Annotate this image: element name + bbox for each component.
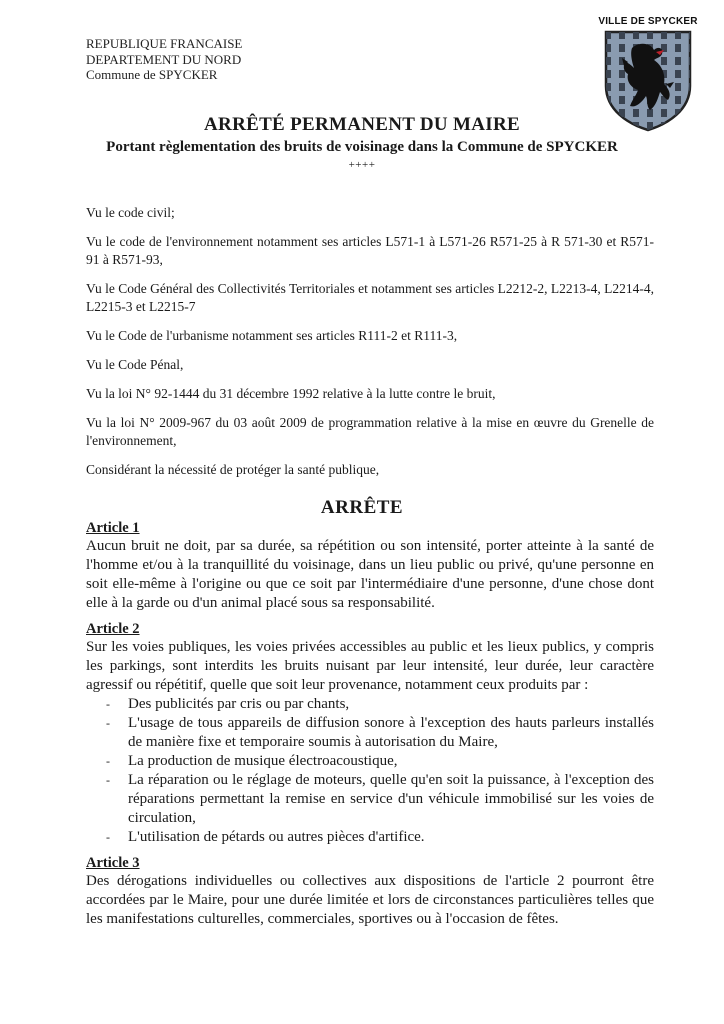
article-heading: Article 2 <box>86 621 140 637</box>
bullet-marker: - <box>106 716 110 730</box>
bullet-marker: - <box>106 697 110 711</box>
article-text: Aucun bruit ne doit, par sa durée, sa répétition ou son intensité, porter atteinte à la santé de l'homme et/ou à la tranquillité du voisinage, dans un lieu public ou privé, qu'une personne en soit elle-même à l'origine ou que ce soit par l'intermédiaire d'une personne, d'une chose dont elle à la garde ou d'un animal placé sous sa responsabilité. <box>86 538 654 611</box>
bullet-marker: - <box>106 773 110 787</box>
document-title: ARRÊTÉ PERMANENT DU MAIRE <box>204 114 520 135</box>
issuer-header <box>86 36 242 83</box>
list-item-text: L'usage de tous appareils de diffusion sonore à l'exception des hauts parleurs installés de manière fixe et temporaire soumis à autorisation du Maire, <box>128 715 654 750</box>
crest-label: VILLE DE SPYCKER <box>598 16 698 27</box>
article-text: Des dérogations individuelles ou collectives aux dispositions de l'article 2 pourront être accordées par le Maire, pour une durée limitée et lors de circonstances particulières telles que les manifestations culturelles, commerciales, sportives ou à l'occasion de fêtes. <box>86 873 654 927</box>
arrete-heading: ARRÊTE <box>320 497 404 518</box>
list-item <box>106 771 654 828</box>
article-heading: Article 3 <box>86 855 140 871</box>
list-item <box>106 714 654 752</box>
article-2 <box>86 621 654 847</box>
visa-item: Vu le code civil; <box>86 205 175 220</box>
legal-references <box>86 204 654 490</box>
subtitle-separator: ++++ <box>348 159 376 171</box>
header-line-republic: REPUBLIQUE FRANCAISE <box>86 36 243 51</box>
bullet-marker: - <box>106 830 110 844</box>
article-heading: Article 1 <box>86 520 140 536</box>
list-item <box>106 752 654 771</box>
noise-sources-list <box>86 695 654 847</box>
list-item-text: La réparation ou le réglage de moteurs, quelle qu'en soit la puissance, à l'exception des réparations permettant la remise en service d'un véhicule immobilisé sur les voies de circulation, <box>128 772 654 826</box>
list-item <box>106 695 654 714</box>
list-item <box>106 828 654 847</box>
article-text: Sur les voies publiques, les voies privées accessibles au public et les lieux publics, y compris les parkings, sont interdits les bruits nuisant par leur intensité, leur durée, leur caractère agressif ou répétitif, quelle que soit leur provenance, notamment ceux produits par : <box>86 639 654 693</box>
visa-item: Vu le Code de l'urbanisme notamment ses articles R111-2 et R111-3, <box>86 328 458 343</box>
visa-item: Vu le code de l'environnement notamment ses articles L571-1 à L571-26 R571-25 à R 571-30 et R571-91 à R571-93, <box>86 234 654 267</box>
list-item-text: La production de musique électroacoustique, <box>128 753 398 769</box>
list-item-text: L'utilisation de pétards ou autres pièces d'artifice. <box>128 829 425 845</box>
list-item-text: Des publicités par cris ou par chants, <box>128 696 350 712</box>
visa-item: Vu le Code Pénal, <box>86 357 184 372</box>
article-3 <box>86 855 654 929</box>
articles-section <box>86 520 654 937</box>
considerant-item: Considérant la nécessité de protéger la santé publique, <box>86 462 380 477</box>
visa-item: Vu la loi N° 92-1444 du 31 décembre 1992 relative à la lutte contre le bruit, <box>86 386 496 401</box>
document-subtitle: Portant règlementation des bruits de voisinage dans la Commune de SPYCKER <box>106 139 618 155</box>
header-line-commune: Commune de SPYCKER <box>86 67 218 82</box>
header-line-department: DEPARTEMENT DU NORD <box>86 51 242 67</box>
visa-item: Vu le Code Général des Collectivités Territoriales et notamment ses articles L2212-2, L2213-4, L2214-4, L2215-3 et L2215-7 <box>86 281 654 314</box>
bullet-marker: - <box>106 754 110 768</box>
article-1 <box>86 520 654 613</box>
visa-item: Vu la loi N° 2009-967 du 03 août 2009 de programmation relative à la mise en œuvre du Grenelle de l'environnement, <box>86 415 654 448</box>
